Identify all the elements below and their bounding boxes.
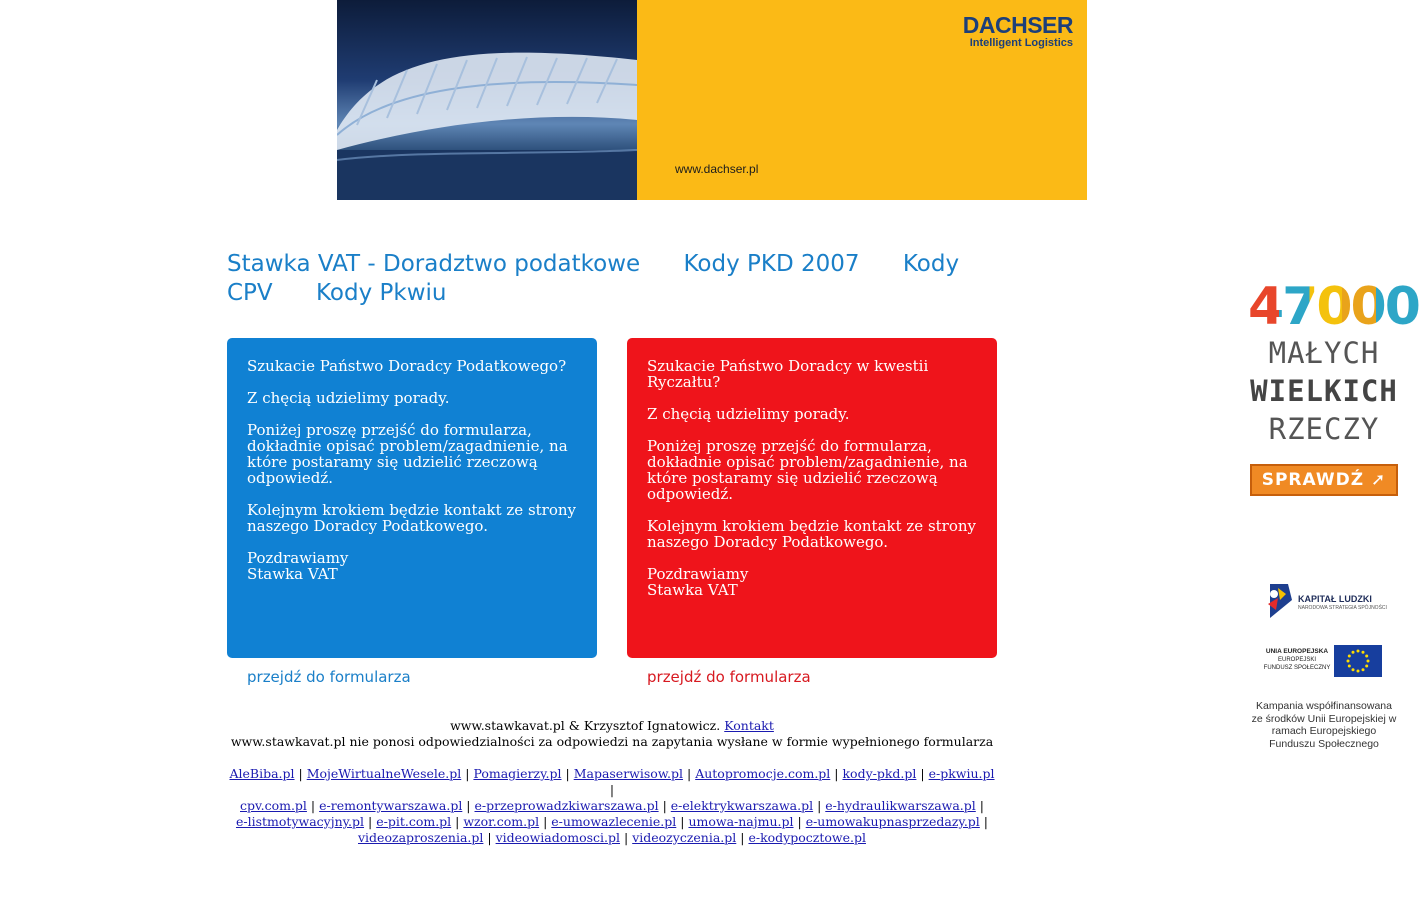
- main-nav: [227, 250, 997, 308]
- partner-link[interactable]: e-umowazlecenie.pl: [551, 814, 677, 829]
- partner-link[interactable]: videozyczenia.pl: [632, 830, 737, 845]
- box-signature: [247, 550, 577, 582]
- partner-link[interactable]: e-remontywarszawa.pl: [319, 798, 463, 813]
- contact-link[interactable]: Kontakt: [724, 718, 774, 733]
- kapital-ludzki-name: KAPITAŁ LUDZKI: [1298, 594, 1372, 604]
- eu-text: [1260, 648, 1334, 672]
- nav-kody-cpv[interactable]: Kody CPV: [227, 251, 960, 306]
- eu-line-3: FUNDUSZ SPOŁECZNY: [1263, 665, 1331, 671]
- banner-yellow-panel: [637, 0, 1087, 200]
- dachser-tagline: Intelligent Logistics: [969, 37, 1073, 49]
- dachser-logo: DACHSER: [962, 12, 1073, 38]
- nav-kody-pkwiu[interactable]: Kody Pkwiu: [315, 280, 447, 306]
- footer-copyright-line: [227, 718, 997, 734]
- partner-link[interactable]: e-elektrykwarszawa.pl: [670, 798, 814, 813]
- promo-line-1: MAŁYCH: [1268, 336, 1380, 370]
- partner-link[interactable]: kody-pkd.pl: [842, 766, 917, 781]
- promo-number: [1248, 277, 1419, 337]
- eu-logo: [1260, 645, 1384, 677]
- campaign-text: Kampania współfinansowana ze środków Unii Europejskiej w ramach Europejskiego Funduszu Społecznego: [1251, 700, 1397, 750]
- partner-link[interactable]: AleBiba.pl: [229, 766, 295, 781]
- box-signature: [647, 566, 977, 598]
- greeting: Pozdrawiamy: [247, 549, 349, 567]
- box-heading: Szukacie Państwo Doradcy Podatkowego?: [247, 357, 567, 375]
- partner-link[interactable]: e-pkwiu.pl: [928, 766, 995, 781]
- go-to-form-link-tax[interactable]: przejdź do formularza: [247, 668, 411, 686]
- partner-link[interactable]: e-przeprowadzkiwarszawa.pl: [474, 798, 659, 813]
- partner-links: AleBiba.pl | MojeWirtualneWesele.pl | Pomagierzy.pl | Mapaserwisow.pl | Autopromocje.com.pl | kody-pkd.pl | e-pkwiu.pl | cpv.com.pl | e-remontywarszawa.pl | e-przeprowadzkiwarszawa.pl | e-elektrykwarszawa.pl | e-hydraulikwarszawa.pl | e-listmotywacyjny.pl | e-pit.com.pl | wzor.com.pl | e-umowazlecenie.pl | umowa-najmu.pl | e-umowakupnasprzedazy.pl | videozaproszenia.pl | videowiadomosci.pl | videozyczenia.pl | e-kodypocztowe.pl: [229, 766, 995, 845]
- box-text: Poniżej proszę przejść do formularza, dokładnie opisać problem/zagadnienie, na które postaramy się udzielić rzeczową odpowiedź.: [247, 421, 568, 487]
- kapital-ludzki-logo: [1264, 580, 1388, 622]
- partner-link[interactable]: e-pit.com.pl: [376, 814, 452, 829]
- disclaimer-text: www.stawkavat.pl nie ponosi odpowiedzialności za odpowiedzi na zapytania wysłane w formie wypełnionego formularza: [230, 734, 994, 749]
- partner-link[interactable]: umowa-najmu.pl: [688, 814, 794, 829]
- signature: Stawka VAT: [647, 581, 738, 599]
- lump-sum-advisor-box: [627, 338, 997, 658]
- promo-line-2: WIELKICH: [1250, 374, 1398, 408]
- promo-line-3: RZECZY: [1268, 412, 1380, 446]
- partner-link[interactable]: e-kodypocztowe.pl: [748, 830, 866, 845]
- check-button[interactable]: [1250, 464, 1399, 496]
- partner-link[interactable]: wzor.com.pl: [463, 814, 540, 829]
- promo-number-text: 47000: [1248, 277, 1419, 337]
- tax-advisor-box: [227, 338, 597, 658]
- eu-line-1: UNIA EUROPEJSKA: [1265, 648, 1329, 655]
- dachser-banner-ad[interactable]: [337, 0, 1087, 200]
- building-illustration: [337, 0, 637, 200]
- arrow-icon: ➚: [1371, 470, 1387, 490]
- partner-link[interactable]: Pomagierzy.pl: [473, 766, 562, 781]
- dachser-url: www.dachser.pl: [675, 162, 759, 176]
- partner-link[interactable]: e-listmotywacyjny.pl: [235, 814, 365, 829]
- eu-flag-icon: [1334, 645, 1382, 677]
- partner-link[interactable]: videozaproszenia.pl: [358, 830, 484, 845]
- partner-link[interactable]: videowiadomosci.pl: [495, 830, 621, 845]
- box-text: Kolejnym krokiem będzie kontakt ze strony naszego Doradcy Podatkowego.: [647, 517, 977, 551]
- partner-link[interactable]: MojeWirtualneWesele.pl: [306, 766, 462, 781]
- kapital-ludzki-emblem-icon: [1264, 580, 1296, 622]
- eu-stars-icon: [1334, 645, 1382, 677]
- nav-stawka-vat[interactable]: Stawka VAT - Doradztwo podatkowe: [227, 251, 641, 277]
- eu-line-2: EUROPEJSKI: [1277, 657, 1316, 663]
- copyright-text: www.stawkavat.pl & Krzysztof Ignatowicz.: [450, 718, 721, 733]
- box-text: Z chęcią udzielimy porady.: [647, 405, 850, 423]
- partner-link[interactable]: cpv.com.pl: [240, 798, 307, 813]
- box-text: Kolejnym krokiem będzie kontakt ze strony naszego Doradcy Podatkowego.: [247, 501, 577, 535]
- architecture-photo: [337, 0, 637, 200]
- footer: [227, 718, 997, 846]
- kapital-ludzki-subtitle: NARODOWA STRATEGIA SPÓJNOŚCI: [1298, 605, 1387, 611]
- partner-link[interactable]: Autopromocje.com.pl: [695, 766, 831, 781]
- box-heading: Szukacie Państwo Doradcy w kwestii Ryczałtu?: [647, 357, 929, 391]
- signature: Stawka VAT: [247, 565, 338, 583]
- greeting: Pozdrawiamy: [647, 565, 749, 583]
- nav-kody-pkd[interactable]: Kody PKD 2007: [683, 251, 860, 277]
- promo-47000-ad[interactable]: [1248, 277, 1419, 496]
- box-text: Z chęcią udzielimy porady.: [247, 389, 450, 407]
- partner-link[interactable]: e-hydraulikwarszawa.pl: [825, 798, 976, 813]
- box-text: Poniżej proszę przejść do formularza, dokładnie opisać problem/zagadnienie, na które postaramy się udzielić rzeczową odpowiedź.: [647, 437, 968, 503]
- check-button-label: SPRAWDŹ: [1261, 470, 1365, 490]
- partner-link[interactable]: Mapaserwisow.pl: [573, 766, 684, 781]
- partner-link[interactable]: e-umowakupnasprzedazy.pl: [805, 814, 980, 829]
- go-to-form-link-lump-sum[interactable]: przejdź do formularza: [647, 668, 811, 686]
